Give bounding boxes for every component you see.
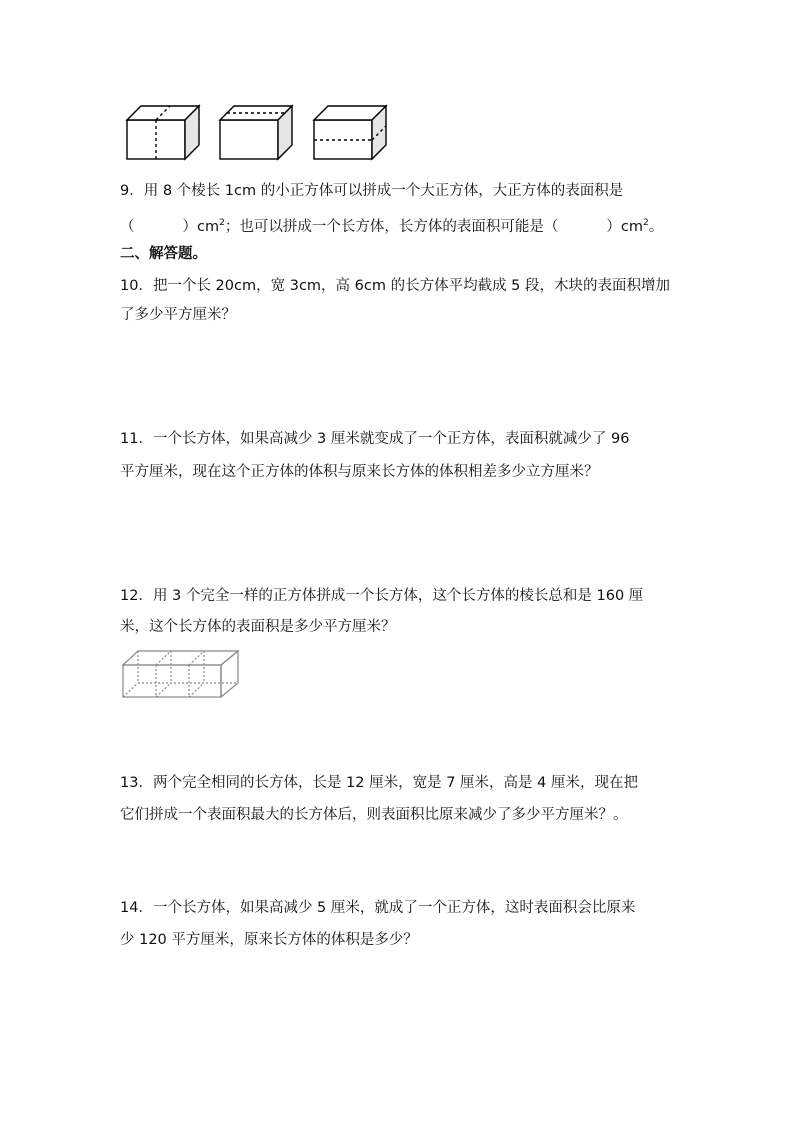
box-horizontal-top-cut-figure (219, 104, 295, 160)
question-10-line-1: 10．把一个长 20cm，宽 3cm，高 6cm 的长方体平均截成 5 段，木块的表面积增加 (120, 278, 671, 294)
question-9-end: 。 (648, 219, 664, 235)
question-10-line-2: 了多少平方厘米？ (120, 307, 236, 323)
box-vertical-cut-figure (126, 104, 202, 160)
question-13-line-1: 13．两个完全相同的长方体，长是 12 厘米，宽是 7 厘米，高是 4 厘米，现在把 (120, 775, 639, 791)
question-12-line-1: 12．用 3 个完全一样的正方体拼成一个长方体，这个长方体的棱长总和是 160 厘 (120, 588, 644, 604)
unit-exponent-2: 2 (642, 218, 649, 228)
question-11-line-2: 平方厘米，现在这个正方体的体积与原来长方体的体积相差多少立方厘米？ (120, 464, 599, 480)
question-12-line-2: 米，这个长方体的表面积是多少平方厘米？ (120, 619, 396, 635)
unit-text-2: ）cm (606, 219, 643, 235)
answer-blank-open: （ (120, 219, 135, 235)
unit-exponent: 2 (219, 218, 225, 228)
unit-text: ）cm (182, 219, 220, 235)
question-9-line-2 (120, 213, 663, 237)
question-11-line-1: 11．一个长方体，如果高减少 3 厘米就变成了一个正方体，表面积就减少了 96 (120, 431, 630, 447)
three-cubes-cuboid-figure (121, 649, 241, 699)
box-horizontal-front-cut-figure (313, 104, 389, 160)
question-9-middle-text: ；也可以拼成一个长方体，长方体的表面积可能是（ (224, 219, 559, 235)
question-13-line-2: 它们拼成一个表面积最大的长方体后，则表面积比原来减少了多少平方厘米？。 (120, 807, 628, 823)
question-14-line-1: 14．一个长方体，如果高减少 5 厘米，就成了一个正方体，这时表面积会比原来 (120, 900, 636, 916)
question-14-line-2: 少 120 平方厘米，原来长方体的体积是多少？ (120, 932, 418, 948)
section-title: 二、解答题。 (120, 246, 207, 262)
question-9-line-1: 9．用 8 个棱长 1cm 的小正方体可以拼成一个大正方体，大正方体的表面积是 (120, 183, 624, 199)
